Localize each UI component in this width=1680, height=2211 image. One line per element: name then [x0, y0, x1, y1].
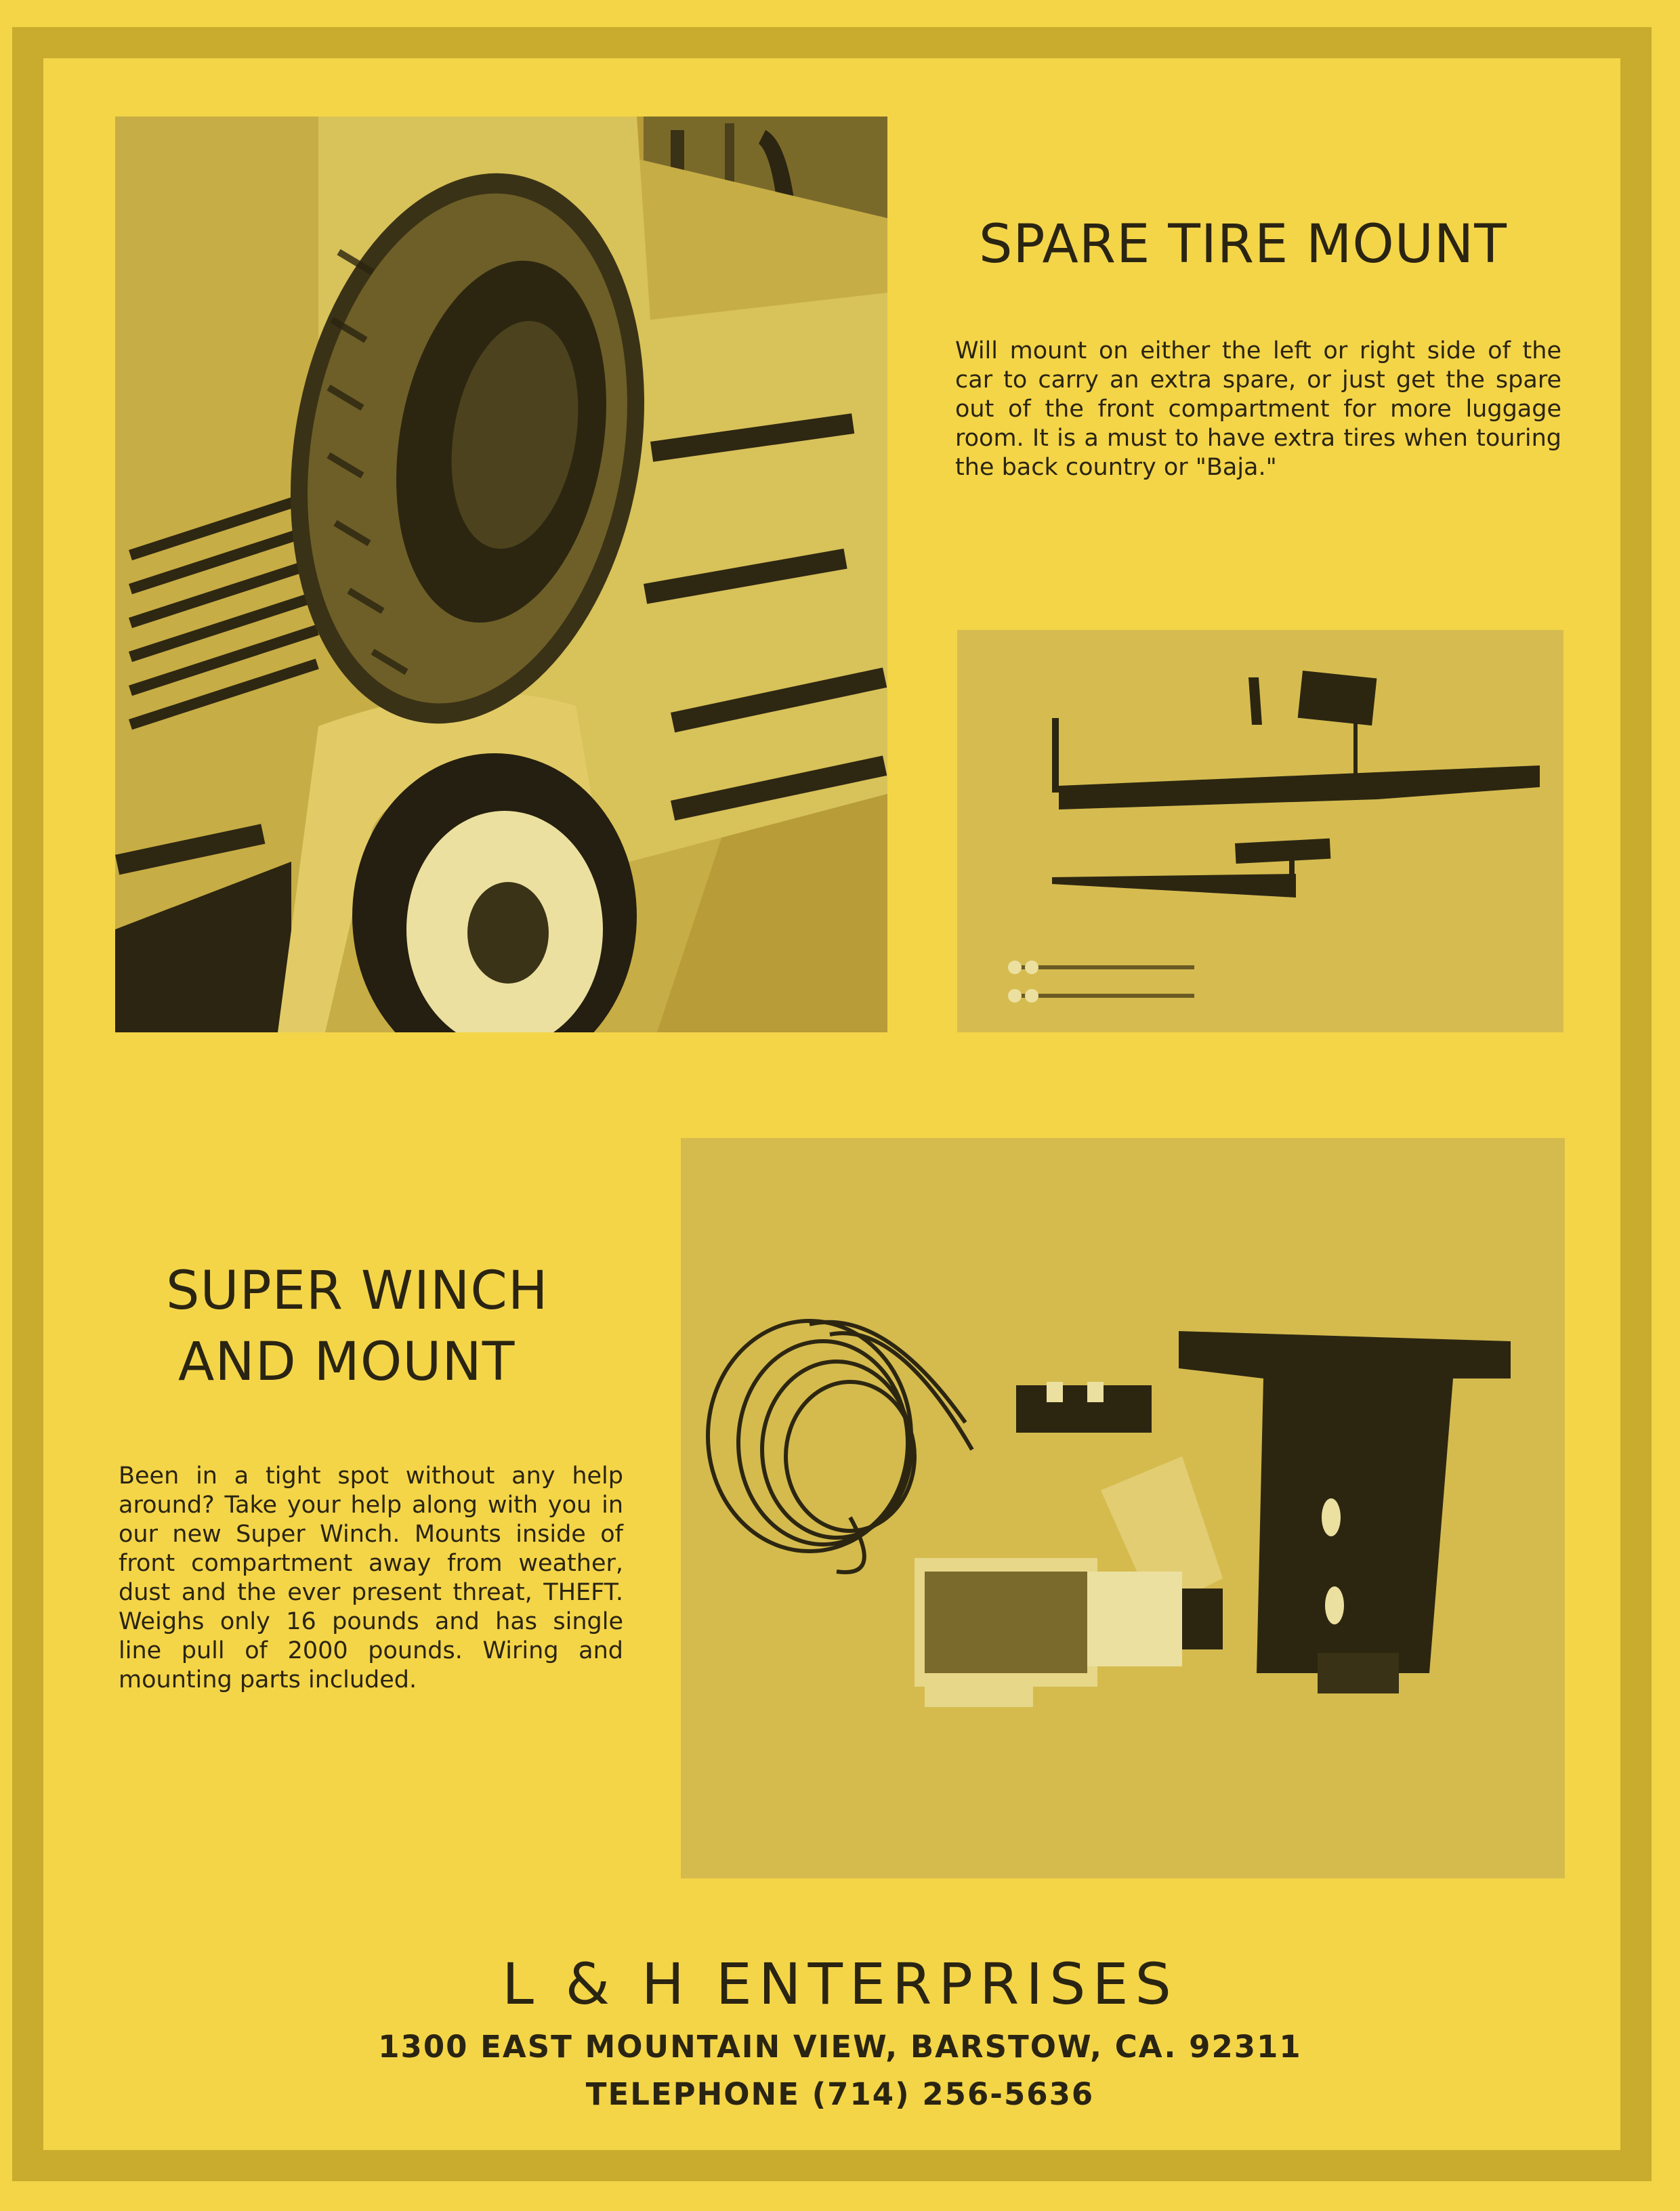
company-telephone: TELEPHONE (714) 256-5636	[585, 2076, 1095, 2112]
spare-tire-description: Will mount on either the left or right side of the car to carry an extra spare, or just get the spare out of the front compartment for more luggage room. It is a must to have extra tires when touring the back country or "Baja."	[955, 337, 1561, 481]
super-winch-kit-photo	[681, 1138, 1565, 1878]
company-name: L & H ENTERPRISES	[502, 1951, 1178, 2017]
spare-tire-mount-parts-photo	[957, 630, 1563, 1032]
spare-tire-title: SPARE TIRE MOUNT	[979, 214, 1507, 275]
company-address: 1300 EAST MOUNTAIN VIEW, BARSTOW, CA. 92311	[378, 2029, 1302, 2065]
super-winch-title-line1: SUPER WINCH	[166, 1261, 549, 1322]
super-winch-title-line2: AND MOUNT	[178, 1332, 516, 1393]
super-winch-description: Been in a tight spot without any help around? Take your help along with you in our new Super Winch. Mounts inside of front compartment away from weather, dust and the ever present threat, THEFT. Weighs only 16 pounds and has single line pull of 2000 pounds. Wiring and mounting parts included.	[119, 1462, 623, 1693]
spare-tire-car-photo	[115, 117, 887, 1032]
